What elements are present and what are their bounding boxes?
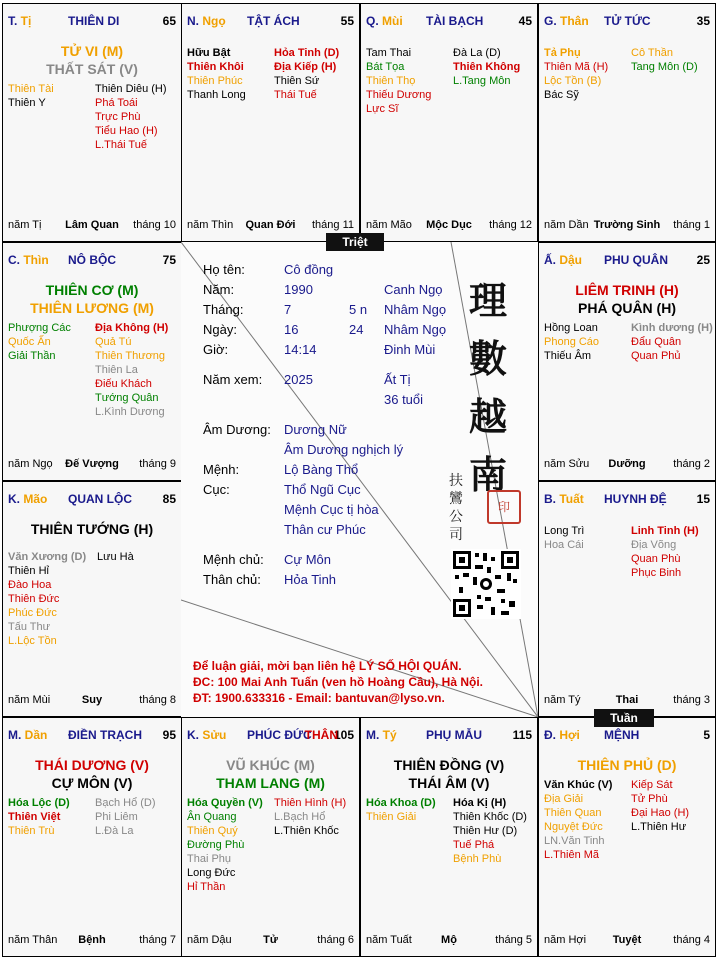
minor-star: Thái Tuế xyxy=(274,89,317,101)
palace-age: 45 xyxy=(518,14,532,28)
palace-branch: G. Thân xyxy=(544,14,589,28)
palace-name: TẬT ÁCH xyxy=(247,14,300,28)
left-stars-column xyxy=(366,796,436,824)
minor-star: Tả Phụ xyxy=(544,47,581,59)
month-span: tháng 12 xyxy=(489,219,532,231)
month-span: tháng 3 xyxy=(673,694,710,706)
minor-star: Bác Sỹ xyxy=(544,89,579,101)
month-span: tháng 2 xyxy=(673,458,710,470)
minor-star: Hóa Lộc (D) xyxy=(8,797,70,809)
month-span: tháng 10 xyxy=(133,219,176,231)
minor-star: Hóa Kị (H) xyxy=(453,797,507,809)
palace-branch: Ấ. Dậu xyxy=(544,253,583,267)
palace-header xyxy=(8,728,176,744)
minor-star: Kiếp Sát xyxy=(631,779,673,791)
month-span: tháng 6 xyxy=(317,934,354,946)
minor-star: LN.Văn Tinh xyxy=(544,835,605,847)
minor-star: Phúc Đức xyxy=(8,607,57,619)
minor-star: Hoa Cái xyxy=(544,539,584,551)
palace-cell-dau[interactable] xyxy=(538,242,716,481)
qr-code[interactable] xyxy=(451,549,521,619)
month-label: Tháng: xyxy=(203,302,244,317)
palace-branch: K. Mão xyxy=(8,492,48,506)
minor-star: Thiên La xyxy=(95,364,138,376)
body-position: Thân cư Phúc xyxy=(284,522,366,537)
palace-branch: M. Dần xyxy=(8,728,48,742)
palace-name: NÔ BỘC xyxy=(68,253,116,267)
minor-star: L.Đà La xyxy=(95,825,134,837)
palace-header xyxy=(544,253,710,269)
right-stars-column xyxy=(95,321,168,419)
left-stars-column xyxy=(187,46,246,102)
minor-star: Bệnh Phù xyxy=(453,853,502,865)
year-span: năm Mão xyxy=(366,219,412,231)
year-span: năm Sửu xyxy=(544,458,590,470)
minor-star: Đường Phù xyxy=(187,839,245,851)
minor-star: Thiên Trù xyxy=(8,825,55,837)
palace-name: HUYNH ĐỆ xyxy=(604,492,667,506)
palace-name: TỬ TỨC xyxy=(604,14,651,28)
life-stage: Thai xyxy=(615,694,639,706)
destiny-value: Lộ Bàng Thổ xyxy=(284,462,359,477)
minor-star: Cô Thần xyxy=(631,47,673,59)
minor-star: Thiếu Âm xyxy=(544,350,592,362)
minor-star: Thiên Tài xyxy=(8,83,54,95)
palace-header xyxy=(187,728,354,744)
month-lunar: 5 n xyxy=(349,302,368,317)
promo-line-3: ĐT: 1900.633316 - Email: bantuvan@lyso.vn. xyxy=(193,691,445,705)
yinyang-note: Âm Dương nghịch lý xyxy=(284,442,404,457)
palace-name: MỆNH xyxy=(604,728,640,742)
palace-footer xyxy=(8,694,176,708)
palace-name: ĐIỀN TRẠCH xyxy=(68,728,142,742)
left-stars-column xyxy=(8,321,71,363)
yinyang-label: Âm Dương: xyxy=(203,422,271,437)
palace-age: 95 xyxy=(162,728,176,742)
minor-star: Thiên Việt xyxy=(8,811,61,823)
destiny-lord-value: Cự Môn xyxy=(284,552,331,567)
palace-cell-thin[interactable] xyxy=(2,242,182,481)
minor-star: Văn Xương (D) xyxy=(8,551,87,563)
month-span: tháng 9 xyxy=(139,458,176,470)
palace-footer xyxy=(8,934,176,948)
palace-age: 75 xyxy=(162,253,176,267)
palace-cell-mao[interactable] xyxy=(2,481,182,717)
main-star: CỰ MÔN (V) xyxy=(51,775,133,791)
day-lunar: 24 xyxy=(349,322,364,337)
palace-cell-suu[interactable] xyxy=(181,717,360,957)
right-stars-column xyxy=(631,321,713,363)
calligraphy-title: 理數越南 xyxy=(469,278,508,497)
palace-header xyxy=(544,728,710,744)
minor-star: Phục Binh xyxy=(631,567,682,579)
age-value: 36 tuổi xyxy=(384,392,424,407)
palace-age: 5 xyxy=(703,728,710,742)
life-stage: Tuyệt xyxy=(612,934,642,946)
minor-star: Lộc Tồn (B) xyxy=(544,75,602,87)
palace-cell-ty[interactable] xyxy=(360,717,538,957)
month-span: tháng 1 xyxy=(673,219,710,231)
main-star: PHÁ QUÂN (H) xyxy=(578,300,676,316)
red-stamp: 印 xyxy=(487,490,521,524)
promo-line-1: Để luận giải, mời bạn liên hệ LÝ SỐ HỘI QUÁN. xyxy=(193,659,462,673)
calligraphy-seal xyxy=(451,272,521,572)
palace-name: PHỤ MẪU xyxy=(426,728,482,742)
minor-star: Hồng Loan xyxy=(544,322,598,334)
minor-star: Thiên Không xyxy=(453,61,521,73)
minor-star: Nguyệt Đức xyxy=(544,821,603,833)
year-value: 1990 xyxy=(284,282,313,297)
right-stars-column xyxy=(631,524,699,580)
minor-star: Hóa Khoa (D) xyxy=(366,797,436,809)
minor-star: Kình dương (H) xyxy=(631,322,713,334)
hour-canchi: Đinh Mùi xyxy=(384,342,436,357)
palace-header xyxy=(366,728,532,744)
palace-footer xyxy=(366,934,532,948)
right-stars-column xyxy=(631,46,698,74)
minor-star: L.Thái Tuế xyxy=(95,139,147,151)
minor-star: Tang Môn (D) xyxy=(631,61,698,73)
minor-star: Thai Phụ xyxy=(187,853,232,865)
minor-star: Địa Giải xyxy=(544,793,584,805)
palace-footer xyxy=(544,219,710,233)
minor-star: Đà La (D) xyxy=(453,47,501,59)
minor-star: Thiên Y xyxy=(8,97,46,109)
destiny-label: Mệnh: xyxy=(203,462,240,477)
body-lord-label: Thân chủ: xyxy=(203,572,261,587)
minor-star: Hỉ Thần xyxy=(187,881,226,893)
life-stage: Dưỡng xyxy=(608,458,646,470)
main-star: THÁI DƯƠNG (V) xyxy=(35,757,149,773)
minor-star: Hỏa Tinh (D) xyxy=(274,47,340,59)
minor-star: Điếu Khách xyxy=(95,378,152,390)
palace-cell-ngo[interactable] xyxy=(181,3,360,242)
left-stars-column xyxy=(544,524,584,552)
life-stage: Mộ xyxy=(441,934,457,946)
month-value: 7 xyxy=(284,302,292,317)
month-span: tháng 7 xyxy=(139,934,176,946)
day-value: 16 xyxy=(284,322,299,337)
minor-star: Thiên Khốc (D) xyxy=(453,811,527,823)
promo-line-2: ĐC: 100 Mai Anh Tuấn (ven hồ Hoàng Cầu), Hà Nội. xyxy=(193,675,484,689)
left-stars-column xyxy=(544,778,612,862)
minor-star: Thiên Khôi xyxy=(187,61,244,73)
minor-star: Thiên Thọ xyxy=(366,75,416,87)
main-star: LIÊM TRINH (H) xyxy=(575,282,679,298)
palace-footer xyxy=(366,219,532,233)
year-canchi: Canh Ngọ xyxy=(384,282,443,297)
left-stars-column xyxy=(544,321,599,363)
right-stars-column xyxy=(274,796,346,838)
minor-star: Phong Cáo xyxy=(544,336,600,348)
palace-age: 115 xyxy=(512,728,532,742)
minor-star: Long Trì xyxy=(544,525,585,537)
minor-star: Phi Liêm xyxy=(95,811,138,823)
life-stage: Tử xyxy=(263,934,278,946)
year-span: năm Tý xyxy=(544,694,581,706)
minor-star: L.Tang Môn xyxy=(453,75,511,87)
left-stars-column xyxy=(366,46,431,116)
palace-cell-hoi[interactable] xyxy=(538,717,716,957)
yinyang-value: Dương Nữ xyxy=(284,422,347,437)
minor-star: Thiên Phúc xyxy=(187,75,243,87)
name-label: Họ tên: xyxy=(203,262,245,277)
hour-label: Giờ: xyxy=(203,342,229,357)
life-stage: Đế Vượng xyxy=(65,458,119,470)
minor-star: Tiểu Hao (H) xyxy=(95,125,158,137)
main-star: VŨ KHÚC (M) xyxy=(226,757,315,773)
minor-star: Bạch Hổ (D) xyxy=(95,797,156,809)
hour-value: 14:14 xyxy=(284,342,317,357)
palace-name: PHÚC ĐỨC xyxy=(247,728,312,742)
right-stars-column xyxy=(95,82,167,152)
life-stage: Quan Đới xyxy=(245,219,296,231)
palace-branch: B. Tuất xyxy=(544,492,584,506)
life-stage: Mộc Dục xyxy=(426,219,472,231)
view-year-label: Năm xem: xyxy=(203,372,263,387)
minor-star: Bát Tọa xyxy=(366,61,405,73)
month-canchi: Nhâm Ngọ xyxy=(384,302,447,317)
day-canchi: Nhâm Ngọ xyxy=(384,322,447,337)
left-stars-column xyxy=(187,796,263,894)
year-span: năm Tuất xyxy=(366,934,412,946)
year-span: năm Thân xyxy=(8,934,58,946)
palace-age: 65 xyxy=(162,14,176,28)
palace-name: THIÊN DI xyxy=(68,14,120,28)
right-stars-column xyxy=(453,46,520,88)
palace-branch: N. Ngọ xyxy=(187,14,226,28)
main-star: THAM LANG (M) xyxy=(216,775,325,791)
minor-star: Giải Thần xyxy=(8,350,56,362)
minor-star: Thiên Quý xyxy=(187,825,238,837)
palace-footer xyxy=(544,934,710,948)
minor-star: Phá Toái xyxy=(95,97,138,109)
palace-footer xyxy=(8,219,176,233)
left-stars-column xyxy=(544,46,608,102)
main-star: THIÊN TƯỚNG (H) xyxy=(30,521,154,537)
life-stage: Bệnh xyxy=(78,934,106,946)
year-span: năm Dần xyxy=(544,219,589,231)
minor-star: Trực Phù xyxy=(95,111,141,123)
minor-star: Tam Thai xyxy=(366,47,412,59)
life-stage: Suy xyxy=(81,694,103,706)
right-stars-column xyxy=(631,778,689,834)
minor-star: Thiên Thương xyxy=(95,350,166,362)
palace-branch: M. Tý xyxy=(366,728,397,742)
right-stars-column xyxy=(453,796,527,866)
minor-star: Hữu Bật xyxy=(187,47,231,59)
palace-age: 55 xyxy=(340,14,354,28)
life-stage: Trường Sinh xyxy=(593,219,661,231)
minor-star: Văn Khúc (V) xyxy=(544,779,613,791)
minor-star: Long Đức xyxy=(187,867,236,879)
minor-star: Thiên Hư (D) xyxy=(453,825,518,837)
minor-star: Quan Phù xyxy=(631,553,681,565)
left-stars-column xyxy=(8,796,70,838)
minor-star: Quả Tú xyxy=(95,336,132,348)
year-span: năm Ngọ xyxy=(8,458,53,470)
minor-star: Quan Phủ xyxy=(631,350,681,362)
right-stars-column xyxy=(274,46,339,102)
minor-star: Đẩu Quân xyxy=(631,336,682,348)
palace-footer xyxy=(8,458,176,472)
minor-star: Địa Võng xyxy=(631,539,677,551)
palace-footer xyxy=(544,458,710,472)
minor-star: L.Lộc Tồn xyxy=(8,635,57,647)
main-star: THIÊN ĐỒNG (V) xyxy=(393,757,505,773)
palace-age: 105 xyxy=(333,728,354,742)
view-year-canchi: Ất Tị xyxy=(384,372,411,387)
palace-branch: K. Sửu xyxy=(187,728,227,742)
center-info-panel xyxy=(181,242,538,717)
minor-star: Thiên Diêu (H) xyxy=(95,83,167,95)
minor-star: Tử Phù xyxy=(631,793,668,805)
minor-star: L.Thiên Khốc xyxy=(274,825,339,837)
minor-star: L.Kình Dương xyxy=(95,406,165,418)
life-stage: Lâm Quan xyxy=(65,219,119,231)
palace-branch: Đ. Hợi xyxy=(544,728,580,742)
main-star: THIÊN PHỦ (D) xyxy=(577,757,677,773)
minor-star: Thiên Sứ xyxy=(274,75,320,87)
palace-age: 15 xyxy=(696,492,710,506)
year-span: năm Tị xyxy=(8,219,42,231)
month-span: tháng 8 xyxy=(139,694,176,706)
month-span: tháng 4 xyxy=(673,934,710,946)
minor-star: Địa Không (H) xyxy=(95,322,169,334)
destiny-lord-label: Mệnh chủ: xyxy=(203,552,264,567)
minor-star: Thiếu Dương xyxy=(366,89,432,101)
minor-star: L.Thiên Mã xyxy=(544,849,600,861)
palace-header xyxy=(8,253,176,269)
palace-footer xyxy=(187,219,354,233)
palace-name: PHU QUÂN xyxy=(604,253,669,267)
minor-star: Thiên Giải xyxy=(366,811,417,823)
palace-age: 25 xyxy=(696,253,710,267)
minor-star: L.Thiên Hư xyxy=(631,821,687,833)
main-star: THẤT SÁT (V) xyxy=(46,61,138,77)
palace-cell-ti[interactable] xyxy=(2,3,182,242)
minor-star: Linh Tinh (H) xyxy=(631,525,699,537)
minor-star: Lực Sĩ xyxy=(366,103,399,115)
palace-age: 35 xyxy=(696,14,710,28)
palace-header xyxy=(8,14,176,30)
minor-star: L.Bạch Hổ xyxy=(274,811,326,823)
palace-header xyxy=(544,492,710,508)
main-star: THÁI ÂM (V) xyxy=(408,775,490,791)
right-stars-column xyxy=(97,550,134,564)
month-span: tháng 11 xyxy=(311,219,354,231)
palace-header xyxy=(8,492,176,508)
minor-star: Thiên Hỉ xyxy=(8,565,49,577)
minor-star: Quốc Ấn xyxy=(8,336,51,348)
cuc-value: Thổ Ngũ Cục xyxy=(284,482,361,497)
palace-age: 85 xyxy=(162,492,176,506)
main-star: THIÊN LƯƠNG (M) xyxy=(30,300,154,316)
palace-header xyxy=(544,14,710,30)
palace-header xyxy=(366,14,532,30)
view-year-value: 2025 xyxy=(284,372,313,387)
tuan-marker: Tuần xyxy=(594,709,654,727)
minor-star: Thanh Long xyxy=(187,89,246,101)
day-label: Ngày: xyxy=(203,322,237,337)
minor-star: Đại Hao (H) xyxy=(631,807,690,819)
cuc-label: Cục: xyxy=(203,482,230,497)
palace-footer xyxy=(544,694,710,708)
year-span: năm Mùi xyxy=(8,694,51,706)
body-lord-value: Hỏa Tinh xyxy=(284,572,337,587)
calligraphy-sub: 扶鸞公司 xyxy=(449,473,463,543)
body-palace-marker: THÂN xyxy=(304,728,338,742)
name-value: Cô đồng xyxy=(284,262,334,277)
minor-star: Tuế Phá xyxy=(453,839,495,851)
palace-branch: T. Tị xyxy=(8,14,32,28)
minor-star: Phượng Các xyxy=(8,322,71,334)
palace-cell-tuat[interactable] xyxy=(538,481,716,717)
palace-branch: C. Thìn xyxy=(8,253,49,267)
palace-header xyxy=(187,14,354,30)
left-stars-column xyxy=(8,550,86,648)
minor-star: Hóa Quyền (V) xyxy=(187,797,263,809)
minor-star: Thiên Đức xyxy=(8,593,60,605)
main-star: THIÊN CƠ (M) xyxy=(45,282,139,298)
minor-star: Thiên Quan xyxy=(544,807,602,819)
minor-star: Đào Hoa xyxy=(8,579,52,591)
minor-star: Tướng Quân xyxy=(95,392,159,404)
left-stars-column xyxy=(8,82,54,110)
minor-star: Ân Quang xyxy=(187,811,237,823)
year-span: năm Thìn xyxy=(187,219,234,231)
palace-cell-dan[interactable] xyxy=(2,717,182,957)
triet-marker: Triệt xyxy=(326,233,384,251)
palace-branch: Q. Mùi xyxy=(366,14,403,28)
month-span: tháng 5 xyxy=(495,934,532,946)
main-star: TỬ VI (M) xyxy=(60,43,124,59)
minor-star: Thiên Mã (H) xyxy=(544,61,609,73)
minor-star: Tấu Thư xyxy=(8,621,51,633)
palace-footer xyxy=(187,934,354,948)
year-label: Năm: xyxy=(203,282,235,297)
year-span: năm Dậu xyxy=(187,934,232,946)
minor-star: Địa Kiếp (H) xyxy=(274,61,337,73)
palace-name: TÀI BẠCH xyxy=(426,14,484,28)
minor-star: Lưu Hà xyxy=(97,551,134,563)
year-span: năm Hợi xyxy=(544,934,587,946)
minor-star: Thiên Hình (H) xyxy=(274,797,347,809)
cuc-relation: Mệnh Cục tị hòa xyxy=(284,502,379,517)
right-stars-column xyxy=(95,796,156,838)
palace-cell-than[interactable] xyxy=(538,3,716,242)
palace-cell-mui[interactable] xyxy=(360,3,538,242)
palace-name: QUAN LỘC xyxy=(68,492,132,506)
